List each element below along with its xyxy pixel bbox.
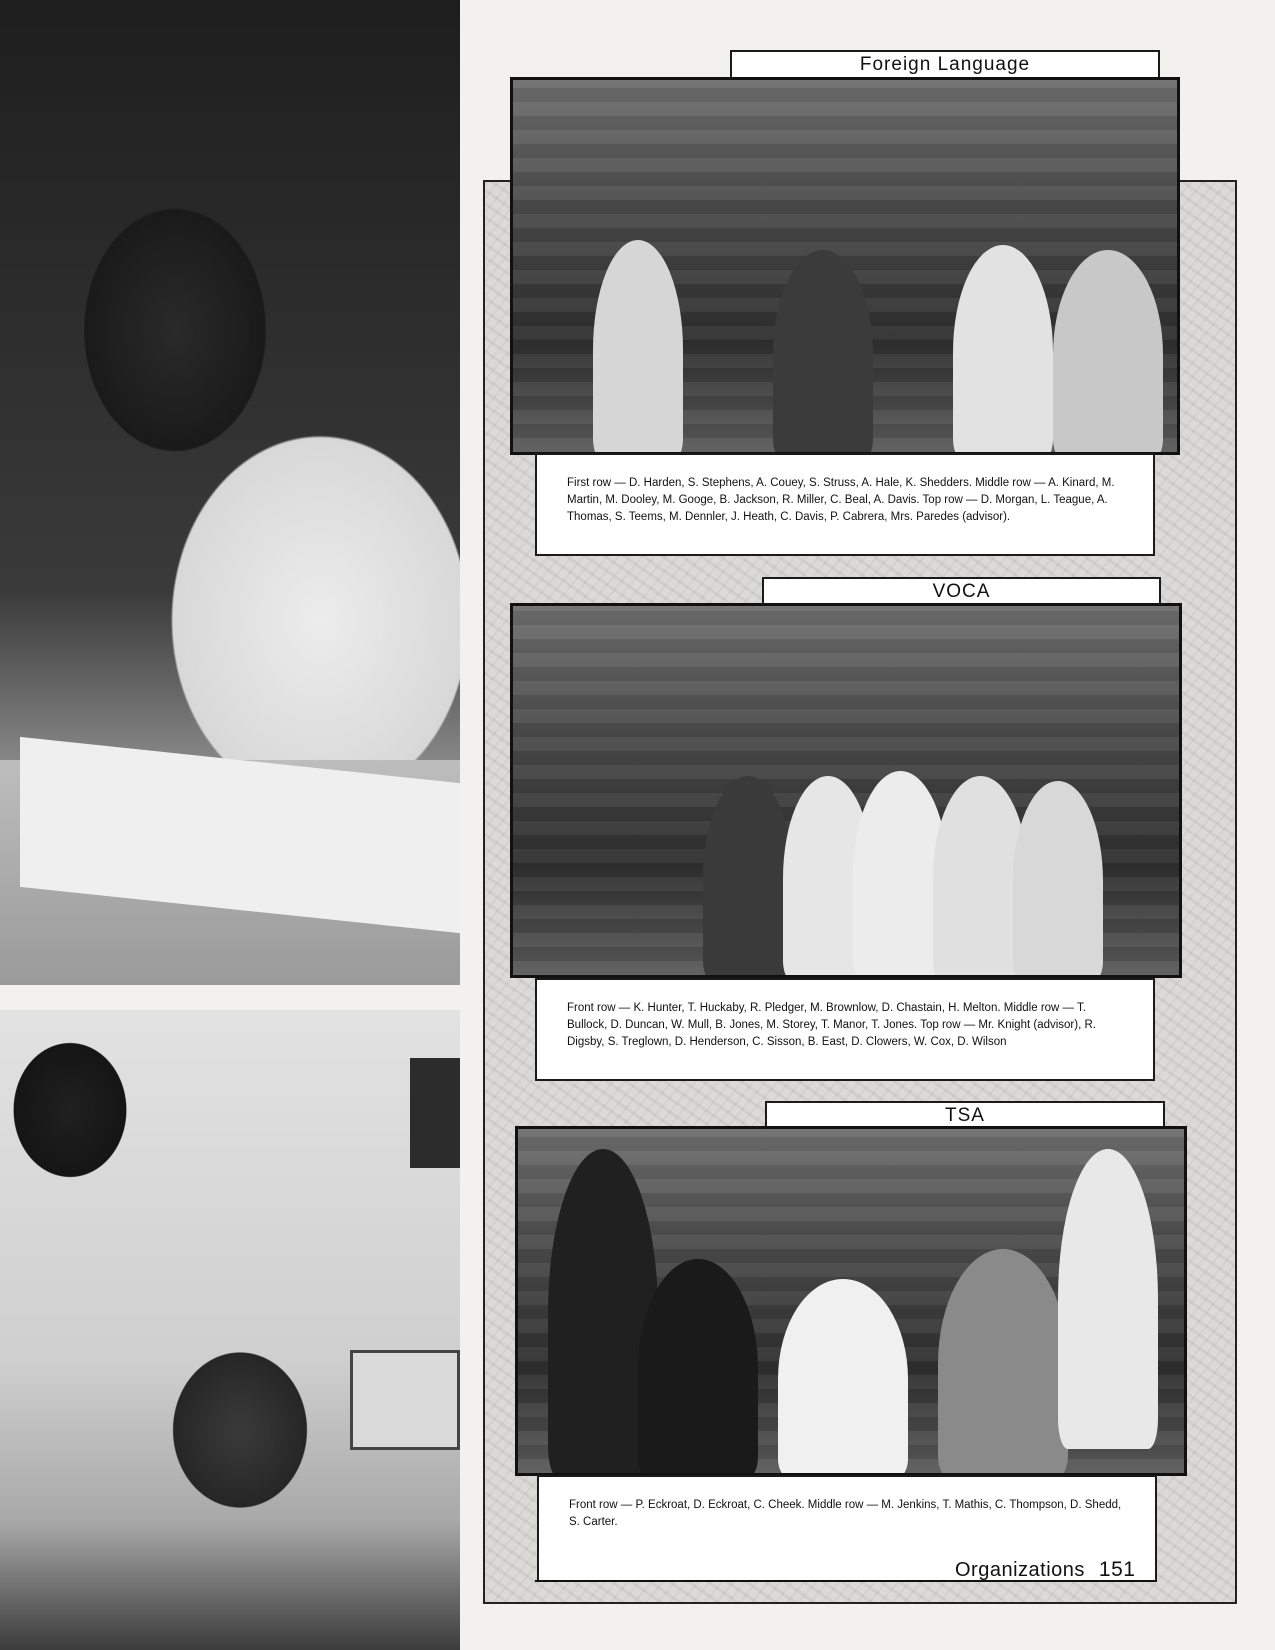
computer-monitor	[350, 1350, 460, 1450]
caption-tsa: Front row — P. Eckroat, D. Eckroat, C. Cheek. Middle row — M. Jenkins, T. Mathis, C. Thompson, D. Shedd, S. Carter.	[537, 1475, 1157, 1582]
wall-poster	[410, 1058, 460, 1168]
section-title-voca: VOCA	[762, 577, 1161, 607]
photo-divider	[0, 985, 460, 1010]
footer-section-label: Organizations	[955, 1559, 1085, 1581]
page-footer	[955, 1558, 1135, 1582]
group-photo-tsa	[515, 1126, 1187, 1476]
section-title-foreign-language: Foreign Language	[730, 50, 1160, 80]
section-title-tsa: TSA	[765, 1101, 1165, 1131]
caption-foreign-language: First row — D. Harden, S. Stephens, A. Couey, S. Struss, A. Hale, K. Shedders. Middle row — A. Kinard, M. Martin, M. Dooley, M. Googe, B. Jackson, R. Miller, C. Beal, A. Davis. Top row — D. Morgan, L. Teague, A. Thomas, S. Teems, M. Dennler, J. Heath, C. Davis, P. Cabrera, Mrs. Paredes (advisor).	[535, 453, 1155, 556]
group-photo-foreign-language	[510, 77, 1180, 455]
page-number: 151	[1098, 1558, 1136, 1581]
candid-photo-teacher-at-desk	[0, 1010, 460, 1650]
group-photo-voca	[510, 603, 1182, 978]
candid-photo-student-writing	[0, 0, 460, 985]
caption-voca: Front row — K. Hunter, T. Huckaby, R. Pledger, M. Brownlow, D. Chastain, H. Melton. Middle row — T. Bullock, D. Duncan, W. Mull, B. Jones, M. Storey, T. Manor, T. Jones. Top row — Mr. Knight (advisor), R. Digsby, S. Treglown, D. Henderson, C. Sisson, B. East, D. Clowers, W. Cox, D. Wilson	[535, 978, 1155, 1081]
